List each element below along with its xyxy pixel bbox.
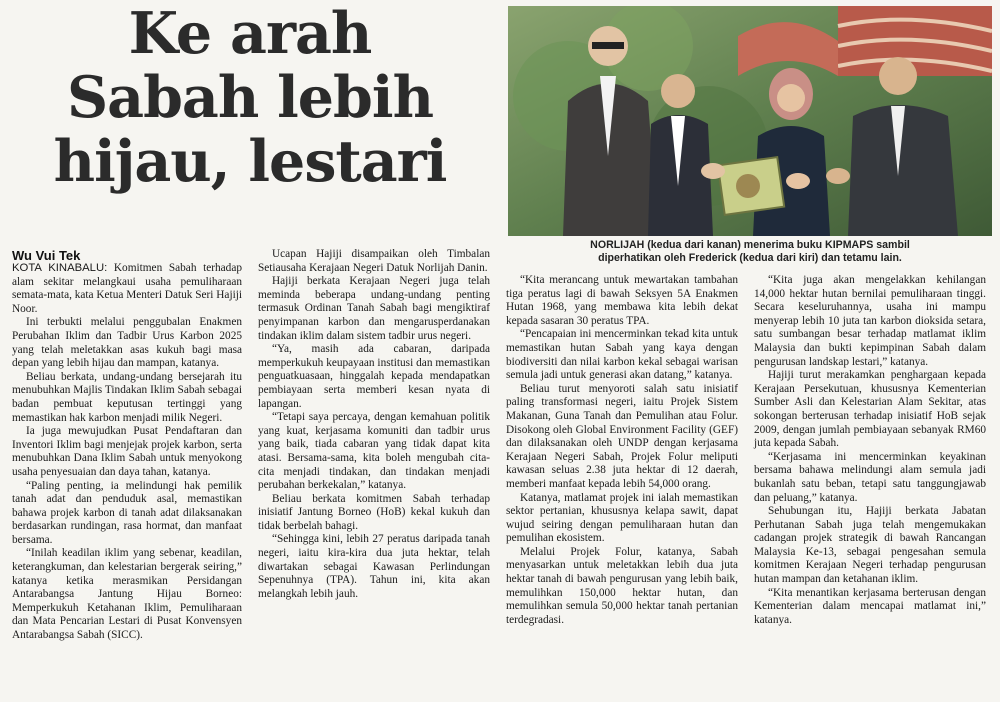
article-paragraph: Beliau berkata, undang-undang bersejarah itu menubuhkan Majlis Tindakan Iklim Sabah sebagai badan pembuat keputusan tertinggi yang memastikan hak karbon menjadi milik Negeri. [12,370,242,424]
article-paragraph: KOTA KINABALU: Komitmen Sabah terhadap alam sekitar melangkaui usaha pemuliharaan semata-mata, kata Ketua Menteri Datuk Seri Hajiji Noor. [12,262,242,315]
article-paragraph: Melalui Projek Folur, katanya, Sabah menyasarkan untuk meletakkan lebih dua juta hektar tanah di bawah pengurusan yang lebih baik, memulihkan 150,000 hektar hutan, dan memulihkan semula 50,000 hektar tanah pertanian terdegradasi. [506,545,738,626]
article-paragraph: “Kerjasama ini mencerminkan keyakinan bersama bahawa melindungi alam semula jadi bukanlah satu beban, tetapi satu tanggungjawab dan peluang,” katanya. [754,450,986,504]
article-column-1 [12,262,242,643]
article-paragraph: “Kita juga akan mengelakkan kehilangan 14,000 hektar hutan bernilai pemuliharaan tinggi. Secara keseluruhannya, usaha ini mampu menyerap lebih 10 juta tan karbon dioksida setara, satu sumbangan besar terhadap matlamat iklim Malaysia dan bukti kepimpinan Sabah dalam pengurusan landskap lestari,” katanya. [754,274,986,368]
headline-line-1: Ke arah [128,0,372,67]
article-paragraph: “Ya, masih ada cabaran, daripada memperkukuh keupayaan institusi dan memastikan penguatkuasaan, hinggalah kepada mendapatkan pembiayaan serta memberi kesan nyata di lapangan. [258,343,490,410]
article-paragraph: “Kita merancang untuk mewartakan tambahan tiga peratus lagi di bawah Seksyen 5A Enakmen Hutan 1968, yang membawa kita lebih dekat kepada sasaran 30 peratus TPA. [506,274,738,327]
article-paragraph: Ucapan Hajiji disampaikan oleh Timbalan Setiausaha Kerajaan Negeri Datuk Norlijah Danin. [258,248,490,274]
article-paragraph: Katanya, matlamat projek ini ialah memastikan sektor pertanian, khususnya kelapa sawit, dapat wujud seiring dengan pemuliharaan hutan dan pemulihan ekosistem. [506,491,738,545]
headline-line-3: hijau, lestari [53,128,447,195]
caption-line-2: diperhatikan oleh Frederick (kedua dari kiri) dan tetamu lain. [598,252,902,264]
article-column-3 [506,274,738,627]
article-paragraph: Hajiji turut merakamkan penghargaan kepada Kerajaan Persekutuan, khususnya Kementerian Sumber Asli dan Kelestarian Alam Sekitar, atas sokongan berterusan terhadap inisiatif HoB sejak 2009, dengan jumlah pembiayaan sebanyak RM60 juta kepada Sabah. [754,369,986,450]
article-paragraph: “Tetapi saya percaya, dengan kemahuan politik yang kuat, kerjasama komuniti dan tadbir urus yang baik, tiada cabaran yang tidak dapat kita atasi. Bersama-sama, kita boleh mengubah cita-cita menjadi tindakan, dan tindakan menjadi perubahan berkekalan,” katanya. [258,411,490,492]
photo-illustration [508,6,992,236]
article-paragraph: Hajiji berkata Kerajaan Negeri juga telah meminda beberapa undang-undang penting termasuk Ordinan Tanah Sabah bagi mengiktiraf penyimpanan karbon dan mengarusperdanakan tindakan iklim dalam sistem tadbir urus negeri. [258,275,490,342]
article-paragraph: Ini terbukti melalui penggubalan Enakmen Perubahan Iklim dan Tadbir Urus Karbon 2025 yang telah meletakkan asas kukuh bagi masa depan yang lebih hijau dan mampan, katanya. [12,316,242,370]
article-column-2 [258,248,490,601]
article-paragraph: Beliau turut menyoroti salah satu inisiatif paling transformasi negeri, iaitu Projek Sistem Makanan, Guna Tanah dan Pemulihan atau Folur. Disokong oleh Global Environment Facility (GEF) dan dilaksanakan oleh UNDP dengan kerjasama Kerajaan Negeri Sabah, Projek Folur meliputi kawasan seluas 2.38 juta hektar di 12 daerah, memberi manfaat kepada lebih 54,000 orang. [506,382,738,490]
article-paragraph: “Inilah keadilan iklim yang sebenar, keadilan, keterangkuman, dan kelestarian bergerak seiring,” katanya ketika merasmikan Persidangan Antarabangsa Jantung Hijau Borneo: Memperkukuh Ketahanan Iklim, Pemuliharaan dan Mata Pencarian Lestari di Pusat Konvensyen Antarabangsa Sabah (SICC). [12,547,242,642]
article-paragraph: Sehubungan itu, Hajiji berkata Jabatan Perhutanan Sabah juga telah mengemukakan cadangan projek strategik di bawah Rancangan Malaysia Ke-13, sebagai pengesahan semula komitmen Kerajaan Negeri terhadap pengurusan hutan mampan dan ketahanan iklim. [754,505,986,586]
headline-line-2: Sabah lebih [66,64,434,131]
article-paragraph: “Pencapaian ini mencerminkan tekad kita untuk memastikan hutan Sabah yang kaya dengan biodiversiti dan nilai karbon kekal sebagai warisan semula jadi untuk generasi akan datang,” katanya. [506,328,738,382]
article-paragraph: “Paling penting, ia melindungi hak pemilik tanah adat dan penduduk asal, memastikan bahawa projek karbon di tanah adat dilaksanakan berdasarkan rundingan, rasa hormat, dan manfaat bersama. [12,479,242,546]
byline: Wu Vui Tek [12,248,81,263]
caption-line-1: NORLIJAH (kedua dari kanan) menerima buku KIPMAPS sambil [590,239,910,251]
article-paragraph: Ia juga mewujudkan Pusat Pendaftaran dan Inventori Iklim bagi menjejak projek karbon, serta menubuhkan Dana Iklim Sabah untuk menyokong usaha penyesuaian dan daya tahan, katanya. [12,425,242,478]
article-paragraph: Beliau berkata komitmen Sabah terhadap inisiatif Jantung Borneo (HoB) kekal kukuh dan tidak berbelah bahagi. [258,492,490,532]
article-paragraph: “Kita menantikan kerjasama berterusan dengan Kementerian dalam mencapai matlamat ini,” katanya. [754,586,986,626]
article-column-4 [754,274,986,627]
photo-caption [508,239,992,265]
article-paragraph: “Sehingga kini, lebih 27 peratus daripada tanah negeri, iaitu kira-kira dua juta hektar, telah diwartakan sebagai Kawasan Perlindungan Sepenuhnya (TPA). Tahun ini, kita akan melangkah lebih jauh. [258,533,490,600]
dateline: KOTA KINABALU: [12,262,108,274]
headline [12,2,488,194]
news-photo [508,6,992,236]
